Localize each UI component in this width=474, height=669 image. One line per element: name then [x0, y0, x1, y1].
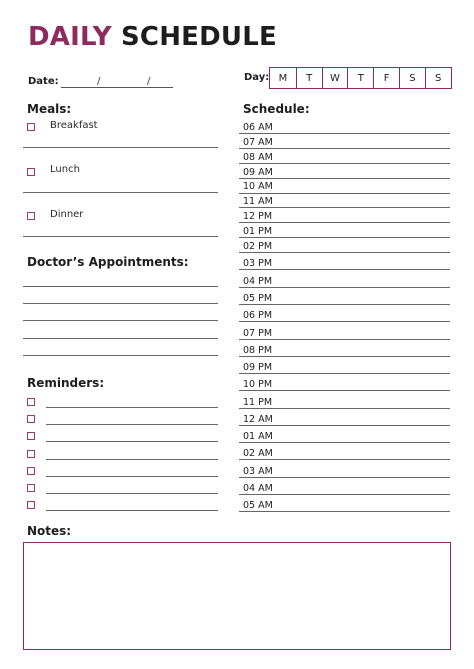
time-slot-label: 02 AM: [243, 448, 273, 459]
time-slot-label: 11 PM: [243, 397, 273, 408]
time-slot-line[interactable]: [239, 511, 450, 512]
time-slot-line[interactable]: [239, 425, 450, 426]
time-slot-label: 03 PM: [243, 258, 273, 269]
appointment-line[interactable]: [23, 320, 218, 321]
reminder-line[interactable]: [46, 459, 218, 460]
time-slot-line[interactable]: [239, 494, 450, 495]
dinner-label: Dinner: [50, 209, 84, 220]
time-slot-line[interactable]: [239, 287, 450, 288]
time-slot-label: 07 AM: [243, 137, 273, 148]
time-slot-line[interactable]: [239, 193, 450, 194]
reminder-line[interactable]: [46, 476, 218, 477]
time-slot-label: 07 PM: [243, 328, 273, 339]
date-slash-1: /: [97, 76, 101, 87]
lunch-line[interactable]: [23, 192, 218, 193]
day-label: Day:: [244, 72, 270, 83]
notes-box[interactable]: [23, 542, 451, 650]
time-slot-label: 09 PM: [243, 362, 273, 373]
time-slot-line[interactable]: [239, 356, 450, 357]
time-slot-line[interactable]: [239, 339, 450, 340]
time-slot-line[interactable]: [239, 477, 450, 478]
reminder-checkbox[interactable]: [27, 484, 35, 492]
time-slot-label: 06 AM: [243, 122, 273, 133]
time-slot-label: 01 PM: [243, 226, 273, 237]
title-daily: DAILY: [28, 22, 112, 52]
appointment-line[interactable]: [23, 338, 218, 339]
time-slot-line[interactable]: [239, 178, 450, 179]
time-slot-label: 03 AM: [243, 466, 273, 477]
time-slot-label: 10 PM: [243, 379, 273, 390]
time-slot-label: 08 PM: [243, 345, 273, 356]
time-slot-line[interactable]: [239, 237, 450, 238]
time-slot-label: 12 PM: [243, 211, 273, 222]
time-slot-label: 05 PM: [243, 293, 273, 304]
reminder-checkbox[interactable]: [27, 415, 35, 423]
time-slot-line[interactable]: [239, 148, 450, 149]
day-option-mon[interactable]: M: [278, 72, 288, 84]
time-slot-line[interactable]: [239, 163, 450, 164]
reminder-checkbox[interactable]: [27, 501, 35, 509]
reminder-line[interactable]: [46, 407, 218, 408]
date-slash-2: /: [147, 76, 151, 87]
day-option-tue[interactable]: T: [296, 68, 322, 88]
dinner-line[interactable]: [23, 236, 218, 237]
time-slot-line[interactable]: [239, 321, 450, 322]
time-slot-line[interactable]: [239, 207, 450, 208]
appointments-heading: Doctor’s Appointments:: [27, 255, 189, 269]
day-option-sun[interactable]: S: [425, 68, 451, 88]
time-slot-line[interactable]: [239, 304, 450, 305]
time-slot-label: 11 AM: [243, 196, 273, 207]
reminder-line[interactable]: [46, 424, 218, 425]
time-slot-line[interactable]: [239, 390, 450, 391]
time-slot-line[interactable]: [239, 269, 450, 270]
page-title: [28, 22, 277, 52]
title-schedule: SCHEDULE: [121, 22, 277, 52]
time-slot-label: 10 AM: [243, 181, 273, 192]
time-slot-line[interactable]: [239, 222, 450, 223]
time-slot-line[interactable]: [239, 442, 450, 443]
reminder-checkbox[interactable]: [27, 467, 35, 475]
lunch-checkbox[interactable]: [27, 168, 35, 176]
appointment-line[interactable]: [23, 303, 218, 304]
reminder-line[interactable]: [46, 441, 218, 442]
reminder-checkbox[interactable]: [27, 450, 35, 458]
time-slot-label: 12 AM: [243, 414, 273, 425]
meals-heading: Meals:: [27, 102, 72, 116]
time-slot-label: 02 PM: [243, 241, 273, 252]
reminder-checkbox[interactable]: [27, 398, 35, 406]
reminder-line[interactable]: [46, 510, 218, 511]
time-slot-line[interactable]: [239, 373, 450, 374]
time-slot-line[interactable]: [239, 133, 450, 134]
reminder-line[interactable]: [46, 493, 218, 494]
time-slot-line[interactable]: [239, 252, 450, 253]
day-option-sat[interactable]: S: [399, 68, 425, 88]
appointment-line[interactable]: [23, 286, 218, 287]
day-selector: [269, 67, 452, 89]
date-field[interactable]: [61, 87, 173, 88]
time-slot-label: 08 AM: [243, 152, 273, 163]
time-slot-label: 04 AM: [243, 483, 273, 494]
appointment-line[interactable]: [23, 355, 218, 356]
day-option-fri[interactable]: F: [373, 68, 399, 88]
time-slot-label: 09 AM: [243, 167, 273, 178]
breakfast-line[interactable]: [23, 147, 218, 148]
breakfast-checkbox[interactable]: [27, 123, 35, 131]
day-option-thu[interactable]: T: [347, 68, 373, 88]
day-option-wed[interactable]: W: [322, 68, 348, 88]
reminders-heading: Reminders:: [27, 376, 105, 390]
lunch-label: Lunch: [50, 164, 80, 175]
breakfast-label: Breakfast: [50, 120, 98, 131]
date-label: Date:: [28, 76, 59, 87]
notes-heading: Notes:: [27, 524, 72, 538]
time-slot-label: 01 AM: [243, 431, 273, 442]
time-slot-label: 06 PM: [243, 310, 273, 321]
reminder-checkbox[interactable]: [27, 432, 35, 440]
dinner-checkbox[interactable]: [27, 212, 35, 220]
time-slot-label: 04 PM: [243, 276, 273, 287]
time-slot-line[interactable]: [239, 459, 450, 460]
time-slot-line[interactable]: [239, 408, 450, 409]
time-slot-label: 05 AM: [243, 500, 273, 511]
schedule-heading: Schedule:: [243, 102, 310, 116]
